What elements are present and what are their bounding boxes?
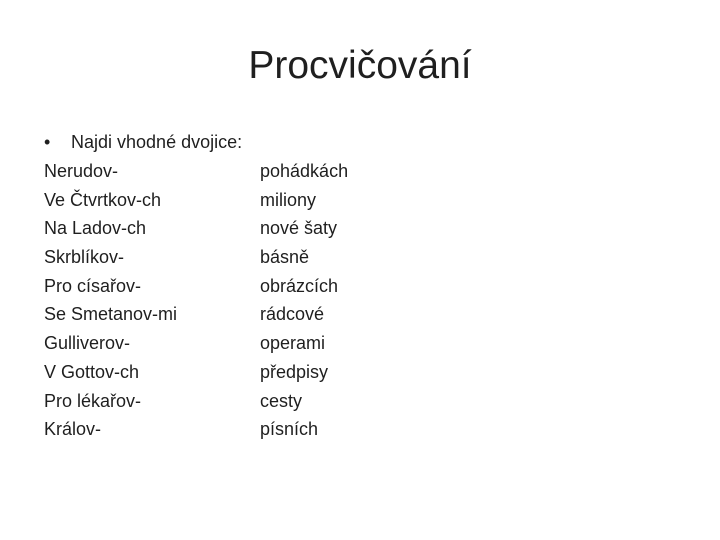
left-word-item: Králov- [44, 419, 102, 440]
left-word-item: Ve Čtvrtkov-ch [44, 189, 162, 210]
left-word-item: Se Smetanov-mi [44, 304, 178, 325]
right-word-item: obrázcích [260, 275, 339, 296]
bullet-icon: • [44, 132, 51, 152]
right-word-item: cesty [260, 390, 303, 411]
right-word-item: písních [260, 419, 319, 440]
left-word-item: Nerudov- [44, 161, 119, 181]
right-word-list [260, 157, 348, 444]
left-word-item: Na Ladov-ch [44, 218, 147, 239]
left-word-item: V Gottov-ch [44, 361, 140, 382]
left-word-list [44, 157, 177, 444]
left-word-item: Gulliverov- [44, 333, 131, 354]
slide-title: Procvičování [248, 44, 472, 87]
right-word-item: rádcové [260, 304, 325, 325]
instruction-bullet [44, 128, 242, 157]
left-word-item: Pro císařov- [44, 275, 142, 296]
right-word-item: nové šaty [260, 218, 338, 239]
right-word-item: předpisy [260, 361, 329, 382]
left-word-item: Skrblíkov- [44, 247, 125, 268]
right-word-item: pohádkách [260, 161, 349, 181]
right-word-item: operami [260, 333, 326, 354]
right-word-item: básně [260, 247, 310, 268]
instruction-text: Najdi vhodné dvojice: [71, 132, 243, 152]
right-word-item: miliony [260, 189, 317, 210]
left-word-item: Pro lékařov- [44, 390, 142, 411]
